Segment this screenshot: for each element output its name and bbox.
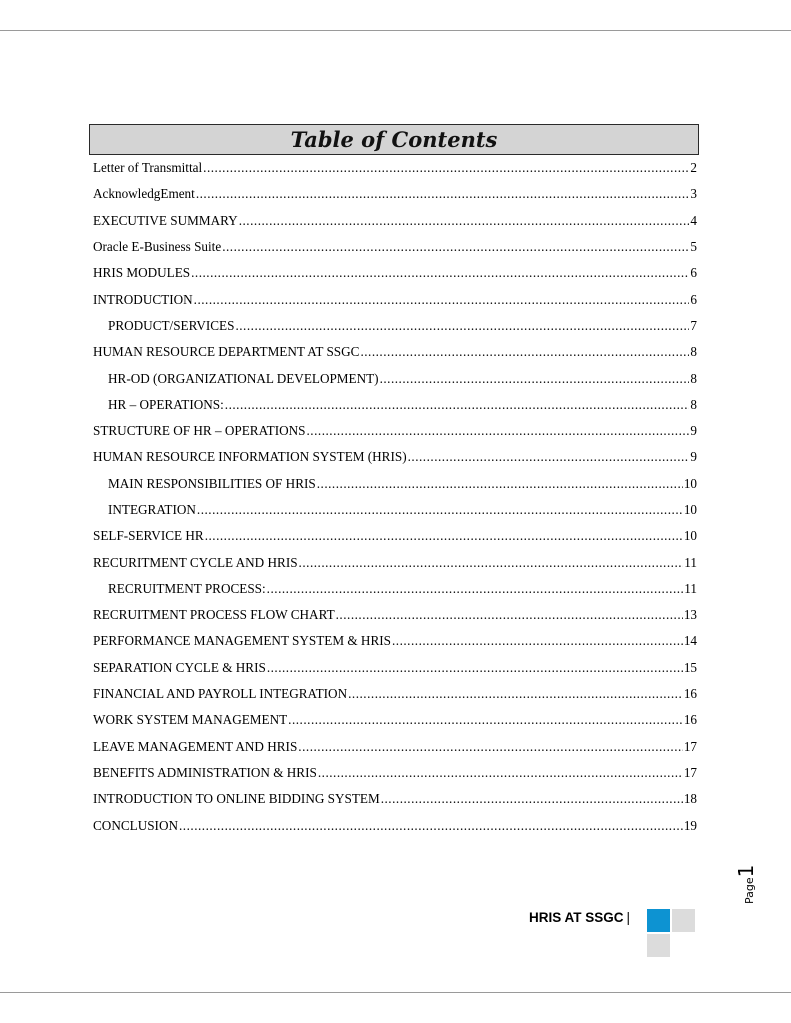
bottom-rule xyxy=(0,992,791,993)
page-label: Page xyxy=(743,877,756,904)
toc-entry-page: 13 xyxy=(683,607,697,623)
toc-entry-text: PERFORMANCE MANAGEMENT SYSTEM & HRIS xyxy=(93,633,391,649)
toc-dot-leader xyxy=(235,318,689,334)
toc-entry[interactable] xyxy=(93,707,697,733)
toc-entry-page: 8 xyxy=(690,396,697,412)
toc-dot-leader xyxy=(307,423,690,439)
toc-dot-leader xyxy=(408,449,690,465)
toc-entry-text: SELF-SERVICE HR xyxy=(93,528,204,544)
toc-entry[interactable] xyxy=(93,260,697,286)
toc-entry-page: 9 xyxy=(690,423,697,439)
footer-grey-square-lower xyxy=(647,934,670,957)
toc-entry[interactable] xyxy=(93,681,697,707)
toc-entry-page: 10 xyxy=(683,502,697,517)
toc-entry-page: 10 xyxy=(683,528,697,544)
page-number-marker xyxy=(728,858,774,904)
footer-title-block xyxy=(470,908,630,928)
toc-entry-text: RECURITMENT CYCLE AND HRIS xyxy=(93,554,298,570)
toc-entry-text: RECRUITMENT PROCESS FLOW CHART xyxy=(93,607,335,623)
toc-entry-text: AcknowledgEment xyxy=(93,186,195,202)
toc-dot-leader xyxy=(225,397,690,413)
toc-dot-leader xyxy=(205,528,683,544)
toc-dot-leader xyxy=(197,502,683,518)
toc-entry-page: 6 xyxy=(690,291,697,307)
toc-dot-leader xyxy=(267,660,683,676)
toc-entry[interactable] xyxy=(93,734,697,760)
footer-grey-square xyxy=(672,909,695,932)
toc-entry[interactable] xyxy=(93,339,697,365)
toc-dot-leader xyxy=(299,555,684,571)
toc-dot-leader xyxy=(179,818,683,834)
toc-entry[interactable] xyxy=(93,208,697,234)
toc-entry-text: RECRUITMENT PROCESS: xyxy=(108,580,266,596)
page-number: 1 xyxy=(734,864,758,878)
toc-dot-leader xyxy=(191,265,689,281)
toc-entry-page: 17 xyxy=(683,738,697,754)
toc-entry[interactable] xyxy=(93,760,697,786)
toc-list xyxy=(93,155,697,839)
toc-dot-leader xyxy=(194,292,690,308)
toc-dot-leader xyxy=(360,344,689,360)
toc-entry-page: 14 xyxy=(683,633,697,649)
toc-entry[interactable] xyxy=(93,523,697,549)
toc-entry-text: PRODUCT/SERVICES xyxy=(108,317,235,333)
toc-entry-text: WORK SYSTEM MANAGEMENT xyxy=(93,712,288,728)
toc-entry[interactable] xyxy=(93,155,697,181)
toc-entry-page: 11 xyxy=(684,580,697,596)
toc-entry-text: HR – OPERATIONS: xyxy=(108,396,224,412)
toc-entry[interactable] xyxy=(93,234,697,260)
toc-dot-leader xyxy=(196,186,690,202)
toc-entry-page: 2 xyxy=(690,160,697,176)
toc-entry-text: MAIN RESPONSIBILITIES OF HRIS xyxy=(108,475,316,491)
toc-entry-text: EXECUTIVE SUMMARY xyxy=(93,212,238,228)
toc-entry[interactable] xyxy=(93,392,697,418)
toc-entry-text: HUMAN RESOURCE DEPARTMENT AT SSGC xyxy=(93,344,360,360)
toc-entry-page: 17 xyxy=(683,764,697,780)
toc-dot-leader xyxy=(239,213,690,229)
toc-entry[interactable] xyxy=(93,655,697,681)
toc-entry-text: Letter of Transmittal xyxy=(93,160,203,176)
toc-entry-page: 16 xyxy=(683,712,697,728)
toc-entry-text: SEPARATION CYCLE & HRIS xyxy=(93,659,266,675)
toc-entry-text: INTRODUCTION TO ONLINE BIDDING SYSTEM xyxy=(93,791,380,807)
toc-dot-leader xyxy=(348,686,683,702)
toc-entry-page: 5 xyxy=(690,239,697,255)
toc-dot-leader xyxy=(298,739,683,755)
toc-dot-leader xyxy=(222,239,689,255)
toc-entry-page: 3 xyxy=(690,186,697,202)
toc-entry-page: 18 xyxy=(683,791,697,807)
toc-entry-text: HUMAN RESOURCE INFORMATION SYSTEM (HRIS) xyxy=(93,449,407,465)
toc-entry[interactable] xyxy=(93,365,697,391)
toc-title: Table of Contents xyxy=(89,124,699,155)
toc-entry-page: 19 xyxy=(683,817,697,833)
toc-dot-leader xyxy=(267,581,684,597)
toc-entry[interactable] xyxy=(93,602,697,628)
toc-entry-page: 7 xyxy=(690,317,697,333)
top-rule xyxy=(0,30,791,31)
toc-entry-page: 8 xyxy=(690,344,697,360)
toc-entry-page: 8 xyxy=(690,370,697,386)
toc-entry[interactable] xyxy=(93,549,697,575)
toc-entry[interactable] xyxy=(93,497,697,523)
toc-entry-text: BENEFITS ADMINISTRATION & HRIS xyxy=(93,764,317,780)
footer-separator: | xyxy=(626,910,630,925)
toc-entry-page: 10 xyxy=(683,475,697,491)
toc-dot-leader xyxy=(317,476,683,492)
toc-entry[interactable] xyxy=(93,576,697,602)
toc-dot-leader xyxy=(336,607,683,623)
toc-entry-page: 9 xyxy=(690,449,697,465)
toc-entry[interactable] xyxy=(93,812,697,838)
toc-entry-text: Oracle E-Business Suite xyxy=(93,239,222,255)
toc-entry-page: 16 xyxy=(683,686,697,702)
toc-entry-text: HRIS MODULES xyxy=(93,265,191,281)
toc-entry-page: 4 xyxy=(690,212,697,228)
toc-entry-text: CONCLUSION xyxy=(93,817,178,833)
toc-entry-page: 6 xyxy=(690,265,697,281)
toc-entry[interactable] xyxy=(93,286,697,312)
toc-entry-text: FINANCIAL AND PAYROLL INTEGRATION xyxy=(93,686,348,702)
toc-entry[interactable] xyxy=(93,181,697,207)
toc-entry[interactable] xyxy=(93,444,697,470)
toc-dot-leader xyxy=(203,160,689,176)
footer-title: HRIS AT SSGC xyxy=(528,910,624,925)
toc-entry-page: 11 xyxy=(684,554,697,570)
toc-dot-leader xyxy=(392,633,683,649)
toc-dot-leader xyxy=(288,712,683,728)
toc-entry[interactable] xyxy=(93,313,697,339)
toc-entry-text: INTEGRATION xyxy=(108,502,196,517)
toc-entry[interactable] xyxy=(93,418,697,444)
footer-accent-square xyxy=(647,909,670,932)
toc-entry-text: LEAVE MANAGEMENT AND HRIS xyxy=(93,738,298,754)
toc-entry-page: 15 xyxy=(683,659,697,675)
toc-dot-leader xyxy=(380,371,690,387)
toc-entry[interactable] xyxy=(93,628,697,654)
toc-entry[interactable] xyxy=(93,786,697,812)
toc-entry[interactable] xyxy=(93,471,697,497)
toc-dot-leader xyxy=(318,765,683,781)
toc-entry-text: HR-OD (ORGANIZATIONAL DEVELOPMENT) xyxy=(108,370,379,386)
toc-entry-text: INTRODUCTION xyxy=(93,291,193,307)
toc-dot-leader xyxy=(381,791,683,807)
toc-entry-text: STRUCTURE OF HR – OPERATIONS xyxy=(93,423,306,439)
